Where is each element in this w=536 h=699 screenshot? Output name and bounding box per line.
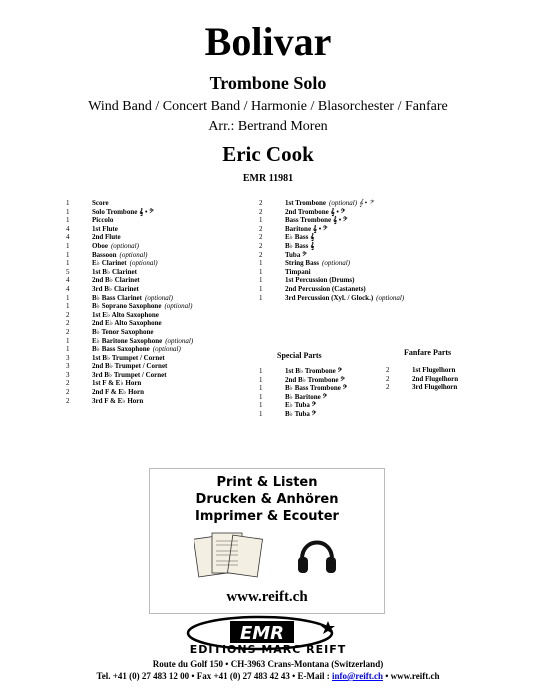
contact-website: • www.reift.ch <box>382 671 440 681</box>
part-quantity: 1 <box>259 401 263 410</box>
part-note: (optional) <box>119 250 148 259</box>
part-quantity: 3 <box>66 370 70 379</box>
part-row <box>259 384 347 393</box>
part-row <box>66 319 193 328</box>
part-quantity: 1 <box>66 345 70 354</box>
part-name: 1st Flugelhorn <box>412 366 456 374</box>
part-quantity: 3 <box>66 362 70 371</box>
part-quantity: 1 <box>259 384 263 393</box>
part-name: E♭ Baritone Saxophone <box>92 336 163 345</box>
email-link[interactable]: info@reift.ch <box>332 671 383 681</box>
part-name: B♭ Tuba 𝄢 <box>285 409 317 418</box>
part-name: String Bass <box>285 259 320 268</box>
part-name: 1st B♭ Trombone 𝄢 <box>285 367 343 375</box>
part-row <box>259 251 404 260</box>
part-name: Bass Trombone 𝄞 • 𝄢 <box>285 216 348 225</box>
part-row <box>66 268 193 277</box>
part-name: 2nd B♭ Clarinet <box>92 276 140 285</box>
part-row <box>259 410 347 419</box>
part-quantity: 1 <box>259 259 263 268</box>
part-row <box>259 208 404 217</box>
part-row <box>66 225 193 234</box>
footer-address: Route du Golf 150 • CH-3963 Crans-Montana (Switzerland) <box>152 659 384 669</box>
part-row <box>386 383 458 392</box>
part-quantity: 1 <box>259 375 263 384</box>
part-quantity: 1 <box>259 216 263 225</box>
part-row <box>259 367 347 376</box>
part-quantity: 4 <box>66 233 70 242</box>
part-row <box>259 393 347 402</box>
part-quantity: 1 <box>259 284 263 293</box>
part-quantity: 2 <box>66 327 70 336</box>
part-note: (optional) <box>376 293 405 302</box>
part-quantity: 1 <box>66 336 70 345</box>
promo-url[interactable]: www.reift.ch <box>226 589 308 605</box>
fanfare-parts-heading: Fanfare Parts <box>404 348 452 357</box>
part-row <box>259 276 404 285</box>
part-note: (optional) <box>152 345 181 354</box>
part-name: B♭ Tenor Saxophone <box>92 327 154 336</box>
part-row <box>259 259 404 268</box>
part-name: Piccolo <box>92 216 114 225</box>
part-quantity: 1 <box>66 293 70 302</box>
part-row <box>259 285 404 294</box>
part-row <box>259 376 347 385</box>
print-listen-box[interactable] <box>149 468 385 614</box>
part-quantity: 2 <box>259 241 263 250</box>
part-name: Timpani <box>285 267 311 276</box>
part-row <box>66 397 193 406</box>
part-quantity: 2 <box>66 310 70 319</box>
part-note: (optional) <box>164 302 193 311</box>
part-quantity: 1 <box>259 367 263 375</box>
part-quantity: 1 <box>259 267 263 276</box>
part-row <box>66 233 193 242</box>
part-row <box>259 199 404 208</box>
part-row <box>259 225 404 234</box>
part-name: 2nd Trombone 𝄞 • 𝄢 <box>285 207 346 216</box>
part-name: 3rd B♭ Clarinet <box>92 284 139 293</box>
part-row <box>66 354 193 363</box>
part-row <box>259 216 404 225</box>
part-name: 1st Trombone <box>285 199 327 207</box>
part-row <box>66 302 193 311</box>
part-note: (optional) <box>144 293 173 302</box>
part-name: 1st E♭ Alto Saxophone <box>92 310 159 319</box>
part-row <box>66 285 193 294</box>
part-name: Bassoon <box>92 250 117 259</box>
part-name: 2nd B♭ Trombone 𝄢 <box>285 375 345 384</box>
part-quantity: 4 <box>66 224 70 233</box>
part-quantity: 2 <box>259 250 263 259</box>
part-row <box>66 216 193 225</box>
part-name: 2nd E♭ Alto Saxophone <box>92 319 162 328</box>
catalog-number: EMR 11981 <box>242 173 294 184</box>
part-note: (optional) <box>165 336 194 345</box>
special-parts-heading: Special Parts <box>277 351 322 360</box>
part-name: 2nd Percussion (Castanets) <box>285 284 366 293</box>
promo-line-3: Imprimer & Ecouter <box>195 509 339 524</box>
subtitle: Trombone Solo <box>209 73 327 93</box>
part-row <box>66 294 193 303</box>
part-quantity: 2 <box>66 388 70 397</box>
part-name: Oboe <box>92 241 108 250</box>
part-quantity: 4 <box>66 284 70 293</box>
part-row <box>66 259 193 268</box>
page-title: Bolivar <box>204 19 332 64</box>
part-row <box>66 379 193 388</box>
part-quantity: 1 <box>66 259 70 268</box>
part-quantity: 1 <box>66 250 70 259</box>
part-row <box>66 328 193 337</box>
part-row <box>66 311 193 320</box>
part-name: Solo Trombone 𝄞 • 𝄢 <box>92 207 154 216</box>
part-row <box>66 371 193 380</box>
part-quantity: 1 <box>259 409 263 418</box>
part-row <box>66 242 193 251</box>
part-name: 1st Percussion (Drums) <box>285 276 355 285</box>
part-name: E♭ Bass 𝄞 <box>285 233 315 242</box>
sheet-music-icon <box>194 529 264 581</box>
part-name: 2nd Flugelhorn <box>412 374 459 383</box>
part-name: B♭ Soprano Saxophone <box>92 302 162 311</box>
part-row <box>259 294 404 303</box>
part-row <box>66 208 193 217</box>
part-quantity: 2 <box>259 224 263 233</box>
part-row <box>259 268 404 277</box>
headphones-icon <box>294 529 340 579</box>
part-quantity: 2 <box>66 319 70 328</box>
part-name: 2nd B♭ Trumpet / Cornet <box>92 362 168 371</box>
part-name: 1st Flute <box>92 224 118 233</box>
part-note: (optional) 𝄞 • 𝄢 <box>329 199 374 207</box>
part-row <box>386 366 458 375</box>
part-name: B♭ Baritone 𝄢 <box>285 392 328 401</box>
part-name: B♭ Bass Clarinet <box>92 293 142 302</box>
part-name: 3rd F & E♭ Horn <box>92 396 144 405</box>
part-quantity: 1 <box>66 207 70 216</box>
part-note: (optional) <box>129 259 158 268</box>
part-name: 3rd Flugelhorn <box>412 383 458 392</box>
part-row <box>66 251 193 260</box>
parts-list-right <box>259 199 404 302</box>
part-row <box>259 401 347 410</box>
part-name: B♭ Bass Trombone 𝄢 <box>285 384 348 393</box>
part-quantity: 1 <box>66 199 70 207</box>
parts-list-left <box>66 199 193 405</box>
part-note: (optional) <box>322 259 351 268</box>
part-name: E♭ Tuba 𝄢 <box>285 401 317 410</box>
part-name: Score <box>92 199 109 207</box>
part-name: 1st B♭ Trumpet / Cornet <box>92 353 165 362</box>
arranger: Arr.: Bertrand Moren <box>208 119 328 134</box>
part-name: B♭ Bass Saxophone <box>92 345 150 354</box>
part-quantity: 2 <box>386 366 390 374</box>
part-quantity: 2 <box>66 396 70 405</box>
part-name: 3rd B♭ Trumpet / Cornet <box>92 370 167 379</box>
part-name: Baritone 𝄞 • 𝄢 <box>285 224 328 233</box>
special-parts-list <box>259 367 347 419</box>
logo-wordmark: EDITIONS MARC REIFT <box>189 643 347 656</box>
part-row <box>66 337 193 346</box>
part-name: 1st F & E♭ Horn <box>92 379 142 388</box>
part-row <box>66 199 193 208</box>
promo-line-2: Drucken & Anhören <box>195 492 339 507</box>
part-row <box>66 388 193 397</box>
part-quantity: 5 <box>66 267 70 276</box>
promo-line-1: Print & Listen <box>216 475 318 490</box>
part-quantity: 1 <box>259 392 263 401</box>
part-row <box>386 375 458 384</box>
part-name: 1st B♭ Clarinet <box>92 267 137 276</box>
part-row <box>66 345 193 354</box>
part-quantity: 2 <box>386 374 390 383</box>
part-quantity: 1 <box>66 241 70 250</box>
part-note: (optional) <box>110 241 139 250</box>
svg-text:EMR: EMR <box>239 623 285 644</box>
part-quantity: 1 <box>259 276 263 285</box>
part-name: E♭ Clarinet <box>92 259 127 268</box>
part-row <box>66 362 193 371</box>
part-quantity: 3 <box>66 353 70 362</box>
footer-contact <box>0 671 536 682</box>
part-quantity: 1 <box>66 302 70 311</box>
composer: Eric Cook <box>222 142 314 166</box>
part-quantity: 1 <box>259 293 263 302</box>
fanfare-parts-list <box>386 366 458 392</box>
part-name: 3rd Percussion (Xyl. / Glock.) <box>285 293 374 302</box>
part-row <box>259 233 404 242</box>
part-row <box>66 276 193 285</box>
part-name: 2nd Flute <box>92 233 121 242</box>
part-quantity: 1 <box>66 216 70 225</box>
part-quantity: 4 <box>66 276 70 285</box>
part-quantity: 2 <box>259 207 263 216</box>
band-types: Wind Band / Concert Band / Harmonie / Blasorchester / Fanfare <box>88 99 448 114</box>
part-quantity: 2 <box>259 233 263 242</box>
part-name: 2nd F & E♭ Horn <box>92 388 145 397</box>
part-quantity: 2 <box>259 199 263 207</box>
part-name: Tuba 𝄢 <box>285 250 307 259</box>
part-quantity: 2 <box>66 379 70 388</box>
part-name: B♭ Bass 𝄞 <box>285 241 315 250</box>
contact-phone-fax: Tel. +41 (0) 27 483 12 00 • Fax +41 (0) 27 483 42 43 • E-Mail : <box>96 671 333 681</box>
part-quantity: 2 <box>386 383 390 392</box>
part-row <box>259 242 404 251</box>
